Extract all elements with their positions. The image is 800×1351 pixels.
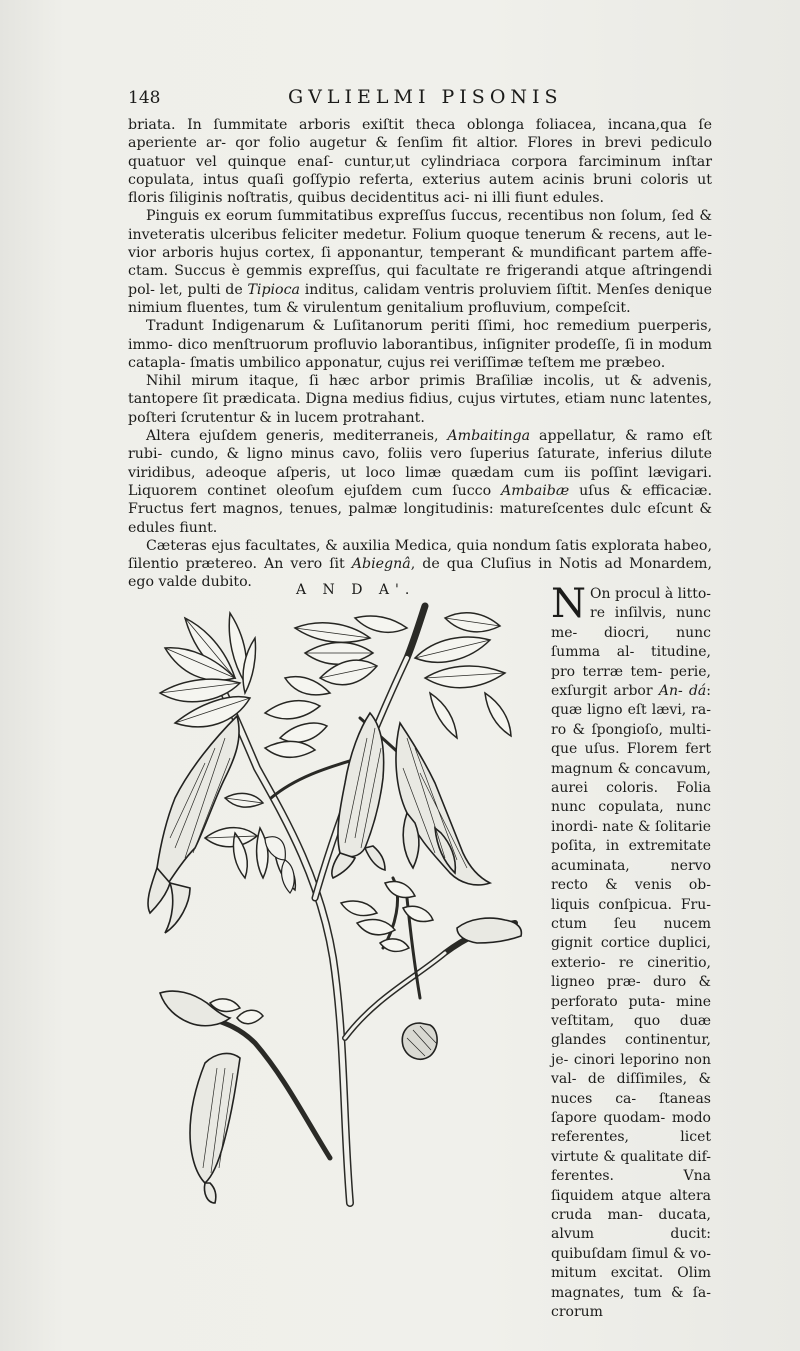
text-run: Tradunt Indigenarum & Luſitanorum periti ſſimi, hoc remedium puerperis, immo- dico menſtruorum profluvio laborantibus, inſigniter prodeſſe, ſi in modum catapla- ſmatis umbilico apponatur, cujus rei veriſſimæ teſtem me præbeo. bbox=[128, 318, 712, 371]
italic-term: Abiegnâ bbox=[351, 556, 411, 573]
paragraph bbox=[128, 207, 712, 317]
page-header bbox=[128, 86, 708, 112]
text-run: : quæ ligno eſt lævi, ra- ro & ſpongioſo, multi- que uſus. Florem fert magnum & concavum, aurei coloris. Folia nunc copulata, nunc inordi- nate & ſolitarie poſita, in extremitate acuminata, nervo recto & venis ob- liquis conſpicua. Fru- ctum ſeu nucem gignit cortice duplici, exterio- re cineritio, ligneo præ- duro & perforato puta- mine veſtitam, quo duæ glandes continentur, je- cinori leporino non val- de diſſimiles, & nuces ca- ſtaneas ſapore quodam- modo referentes, licet virtute & qualitate dif- ferentes. Vna ſiquidem atque altera cruda man- ducata, alvum ducit: quibuſdam ſimul & vo- mitum excitat. Olim magnates, tum & ſa- crorum bbox=[551, 683, 711, 1321]
text-run: uſus & efficaciæ. Fructus fert magnos, tenues, palmæ longitudinis: matureſcentes dulc eſcunt & edules fiunt. bbox=[128, 482, 712, 536]
paragraph bbox=[128, 427, 712, 537]
italic-term: An- dá bbox=[658, 683, 707, 700]
text-run: On procul à litto- re inſilvis, nunc me- diocri, nunc ſumma al- titudine, pro terræ tem- perie, exſurgit arbor bbox=[551, 586, 711, 700]
running-title: GVLIELMI PISONIS bbox=[288, 86, 563, 108]
anda-plant-illustration bbox=[145, 598, 535, 1208]
figure-caption: A N D A'. bbox=[296, 582, 416, 598]
paragraph bbox=[128, 317, 712, 372]
text-run: briata. In ſummitate arboris exiſtit theca oblonga foliacea, incana,qua ſe aperiente ar- qor folio augetur & ſenſim fit altior. Flores in brevi pediculo quatuor vel quinque enaſ- cuntur,ut cylindriaca corpora farciminum inſtar copulata, intus quaſi goſſypio referta, exterius autem acinis bruni coloris ut floris ſiliginis noſtratis, quibus decidentitus aci- ni illi fiunt edules. bbox=[128, 117, 712, 207]
text-run: Pinguis ex eorum ſummitatibus expreſſus ſuccus, recentibus non ſolum, ſed & inveteratis ulceribus feliciter medetur. Folium quoque tenerum & recens, aut le- vior arboris hujus cortex, ſi apponantur, temperant & mundificant partem affe- ctam. Succus è gemmis expreſſus, qui facultate re frigerandi atque aſtringendi pol- let, pulti de bbox=[128, 208, 712, 298]
paragraph bbox=[128, 537, 712, 592]
text-run: inditus, calidam ventris proluviem ſiſtit. Menſes denique nimium fluentes, tum & virulentum genitalium profluvium, compeſcit. bbox=[128, 281, 712, 316]
drop-cap: N bbox=[551, 581, 586, 627]
text-run: Cæteras ejus facultates, & auxilia Medica, quia nondum ſatis explorata habeo, ſilentio prætereo. An vero ſit bbox=[128, 537, 712, 573]
main-text-block bbox=[128, 116, 712, 592]
text-run: Nihil mirum itaque, ſi hæc arbor primis Braſiliæ incolis, ut & advenis, tantopere ſit prædicata. Digna medius fidius, cujus virtutes, etiam nunc latentes, poſteri ſcrutentur & in lucem protrahant. bbox=[128, 373, 712, 426]
paragraph bbox=[128, 372, 712, 427]
italic-term: Ambaitinga bbox=[447, 428, 531, 445]
page-number: 148 bbox=[128, 88, 161, 108]
text-run: Altera ejuſdem generis, mediterraneis, bbox=[146, 428, 448, 445]
paragraph bbox=[128, 116, 712, 207]
text-run: , de qua Cluſius in Notis ad Monardem, ego valde dubito. bbox=[128, 556, 712, 591]
nut-fruit bbox=[402, 1023, 437, 1059]
side-text-column bbox=[551, 581, 711, 1322]
italic-term: Ambaibæ bbox=[501, 482, 570, 499]
text-run: appellatur, & ramo eſt rubi- cundo, & ligno minus cavo, foliis vero ſuperius ſaturate, inferius dilute viridibus, adeoque aſperis, ut loco limæ quædam cum iis poſſint lævigari. Liquorem continet oleoſum ejuſdem cum ſucco bbox=[128, 428, 712, 499]
italic-term: Tipioca bbox=[247, 281, 301, 298]
